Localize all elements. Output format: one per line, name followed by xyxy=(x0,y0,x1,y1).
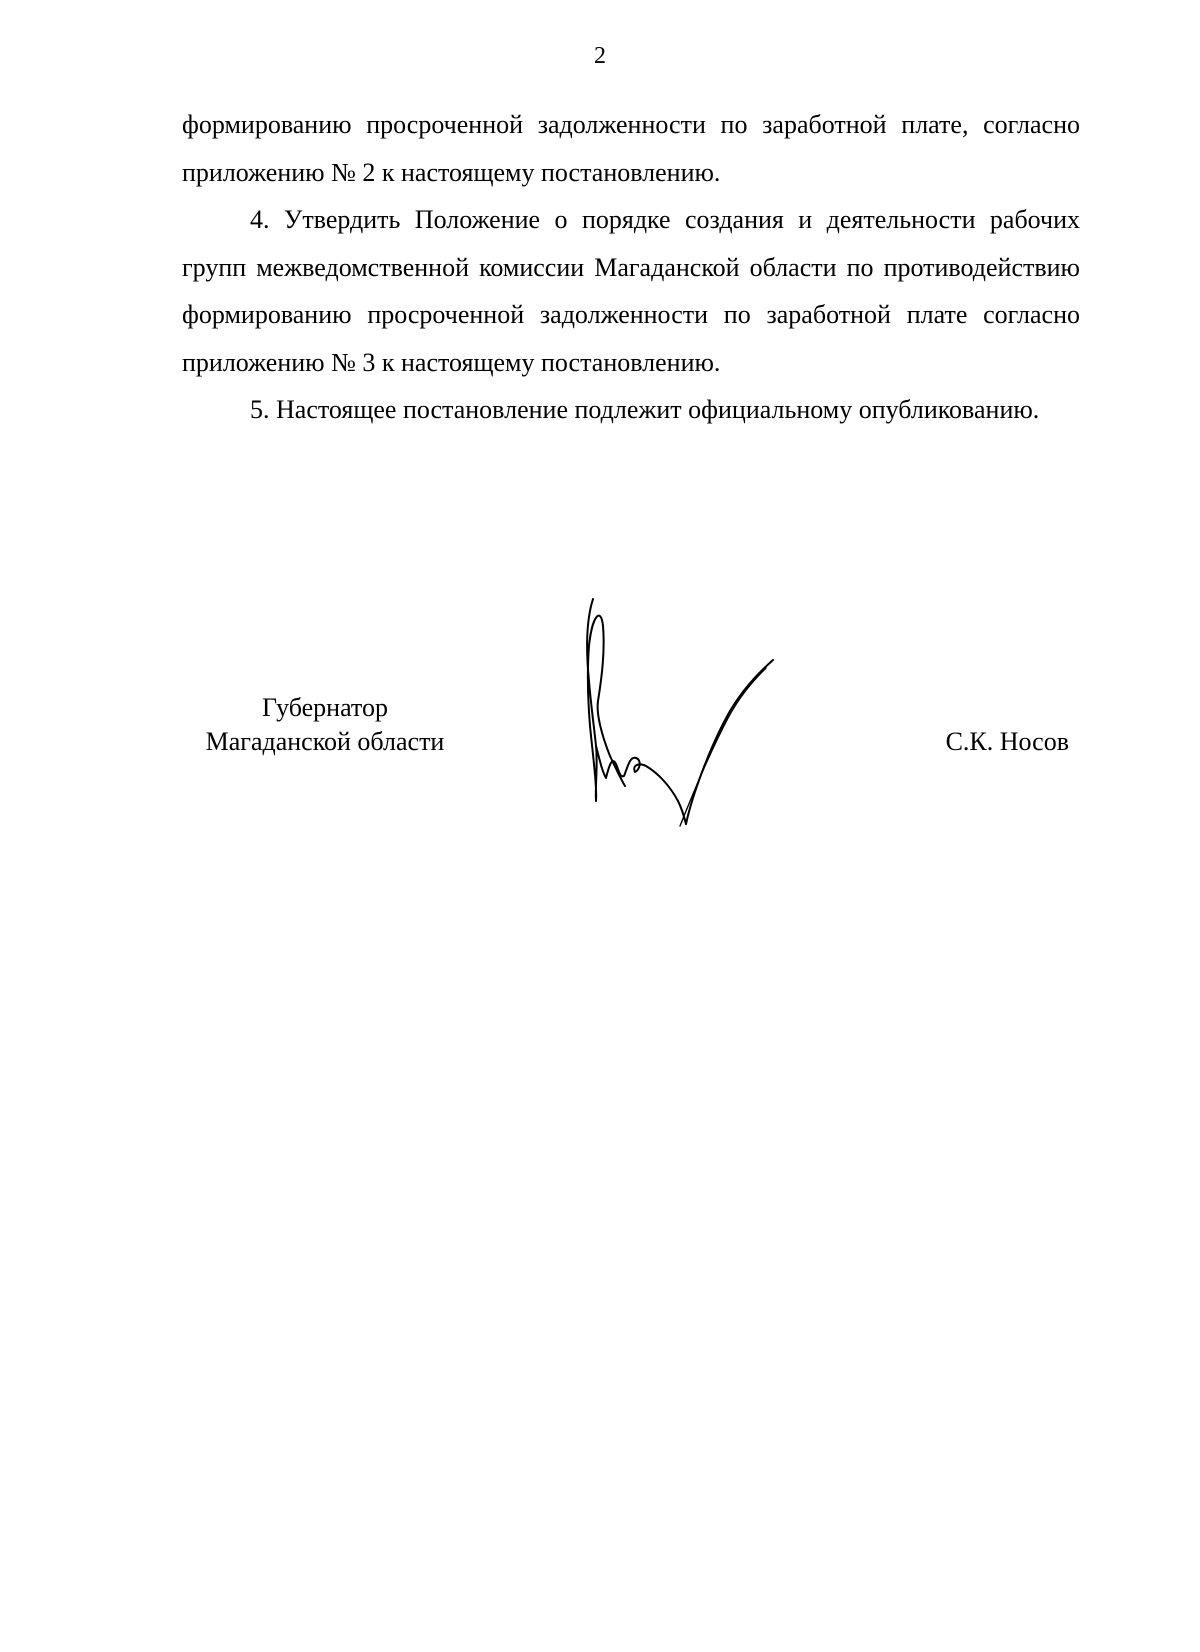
handwritten-signature-icon xyxy=(580,596,810,832)
paragraph-continuation: формированию просроченной задолженности по заработной плате, согласно приложению № 2 к настоящему постановлению. xyxy=(182,110,1080,187)
paragraph-item-4: 4. Утвердить Положение о порядке создания и деятельности рабочих групп межведомственной комиссии Магаданской области по противодействию формированию просроченной задолженности по заработной плате согласно приложению № 3 к настоящему постановлению. xyxy=(182,205,1080,377)
signatory-title: Губернатор xyxy=(262,693,388,722)
page-number: 2 xyxy=(594,43,606,69)
document-body xyxy=(182,101,1080,434)
signatory-position xyxy=(180,691,470,759)
signature-block xyxy=(0,596,1200,836)
paragraph-item-5: 5. Настоящее постановление подлежит официальному опубликованию. xyxy=(250,395,1040,424)
signatory-name: С.К. Носов xyxy=(945,727,1069,756)
signatory-region: Магаданской области xyxy=(205,727,445,756)
